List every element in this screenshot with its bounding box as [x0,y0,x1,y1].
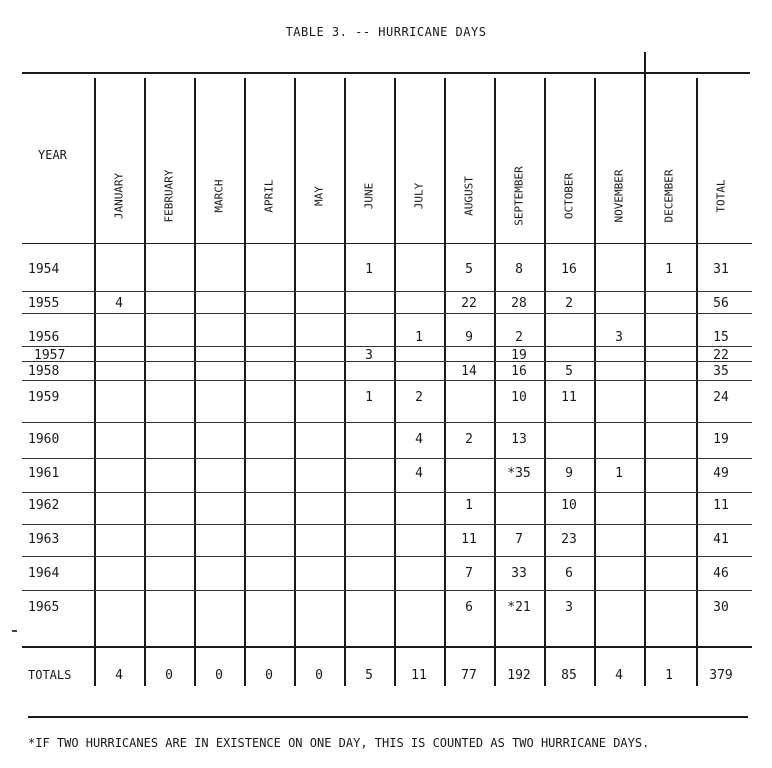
totals-cell: 0 [315,668,323,683]
month-header [144,160,194,232]
month-header-label: OCTOBER [562,172,576,220]
month-header [244,160,294,232]
month-header [394,160,444,232]
table-cell: 11 [461,532,477,547]
table-cell: 4 [115,296,123,311]
table-cell: 19 [713,432,729,447]
month-header [594,160,644,232]
table-cell: 56 [713,296,729,311]
row-divider [22,590,752,591]
month-header [644,160,694,232]
totals-cell: 4 [615,668,623,683]
top-rule [22,72,750,74]
year-label: 1959 [28,390,60,405]
month-header [194,160,244,232]
row-divider [22,346,752,347]
table-cell: 41 [713,532,729,547]
month-header-label: TOTAL [714,179,728,213]
table-cell: 5 [565,364,573,379]
table-cell: 2 [565,296,573,311]
table-cell: 10 [511,390,527,405]
totals-cell: 11 [411,668,427,683]
year-label: 1956 [28,330,60,345]
table-cell: 30 [713,600,729,615]
table-cell: 6 [465,600,473,615]
table-cell: 28 [511,296,527,311]
month-header [294,160,344,232]
table-cell: 7 [515,532,523,547]
totals-cell: 0 [215,668,223,683]
table-cell: 46 [713,566,729,581]
row-divider [22,492,752,493]
row-divider [22,380,752,381]
table-title: TABLE 3. -- HURRICANE DAYS [285,25,487,39]
row-divider [22,291,752,292]
table-cell: 33 [511,566,527,581]
year-label: 1954 [28,262,60,277]
month-header [94,160,144,232]
year-label: 1955 [28,296,60,311]
totals-label: TOTALS [28,668,72,682]
month-header [696,160,746,232]
month-header-label: SEPTEMBER [512,166,526,226]
table-cell: 1 [365,262,373,277]
year-column-header: YEAR [38,148,67,162]
table-cell: 2 [415,390,423,405]
totals-cell: 1 [665,668,673,683]
table-cell: 3 [565,600,573,615]
year-label: 1961 [28,466,60,481]
row-divider [22,422,752,423]
year-label: 1965 [28,600,60,615]
month-header [344,160,394,232]
table-cell: 35 [713,364,729,379]
table-cell: 4 [415,466,423,481]
row-divider [22,524,752,525]
month-header-label: APRIL [262,179,276,213]
year-label: 1963 [28,532,60,547]
table-cell: 1 [365,390,373,405]
year-label: 1958 [28,364,60,379]
totals-cell: 0 [165,668,173,683]
table-cell: 3 [615,330,623,345]
table-cell: 16 [561,262,577,277]
totals-cell: 4 [115,668,123,683]
margin-mark [12,630,17,632]
table-cell: 6 [565,566,573,581]
table-cell: 49 [713,466,729,481]
month-header-label: JANUARY [112,172,126,220]
table-cell: 1 [415,330,423,345]
table-cell: 5 [465,262,473,277]
table-cell: *21 [507,600,531,615]
table-cell: 1 [665,262,673,277]
year-label: 1964 [28,566,60,581]
row-divider [22,556,752,557]
table-cell: 7 [465,566,473,581]
table-cell: 31 [713,262,729,277]
table-cell: 4 [415,432,423,447]
table-cell: 19 [511,348,527,363]
table-cell: 1 [615,466,623,481]
totals-cell: 192 [507,668,531,683]
table-cell: 22 [461,296,477,311]
footnote: *IF TWO HURRICANES ARE IN EXISTENCE ON ONE DAY, THIS IS COUNTED AS TWO HURRICANE DAYS. [28,736,650,750]
year-label: 1957 [34,348,66,363]
table-cell: 11 [561,390,577,405]
month-header-label: MARCH [212,179,226,213]
table-cell: 14 [461,364,477,379]
table-cell: 3 [365,348,373,363]
table-cell: 8 [515,262,523,277]
totals-cell: 5 [365,668,373,683]
totals-cell: 379 [709,668,733,683]
table-cell: 11 [713,498,729,513]
table-cell: 24 [713,390,729,405]
month-header-label: MAY [312,186,326,206]
totals-cell: 0 [265,668,273,683]
month-header [444,160,494,232]
table-cell: 10 [561,498,577,513]
row-divider [22,458,752,459]
table-cell: 2 [465,432,473,447]
year-label: 1962 [28,498,60,513]
table-cell: 15 [713,330,729,345]
table-cell: 13 [511,432,527,447]
month-header-label: JULY [412,182,426,210]
table-cell: 22 [713,348,729,363]
table-cell: 1 [465,498,473,513]
month-header [494,160,544,232]
month-header-label: JUNE [362,182,376,210]
table-cell: 9 [565,466,573,481]
table-cell: 16 [511,364,527,379]
bottom-rule [28,716,748,718]
month-header-label: NOVEMBER [612,169,626,223]
table-cell: 2 [515,330,523,345]
totals-cell: 77 [461,668,477,683]
year-label: 1960 [28,432,60,447]
table-cell: *35 [507,466,531,481]
month-header [544,160,594,232]
totals-cell: 85 [561,668,577,683]
month-header-label: DECEMBER [662,169,676,223]
row-divider [22,313,752,314]
totals-rule [22,646,752,648]
table-cell: 23 [561,532,577,547]
table-cell: 9 [465,330,473,345]
header-rule [22,243,752,244]
month-header-label: AUGUST [462,176,476,216]
month-header-label: FEBRUARY [162,169,176,223]
